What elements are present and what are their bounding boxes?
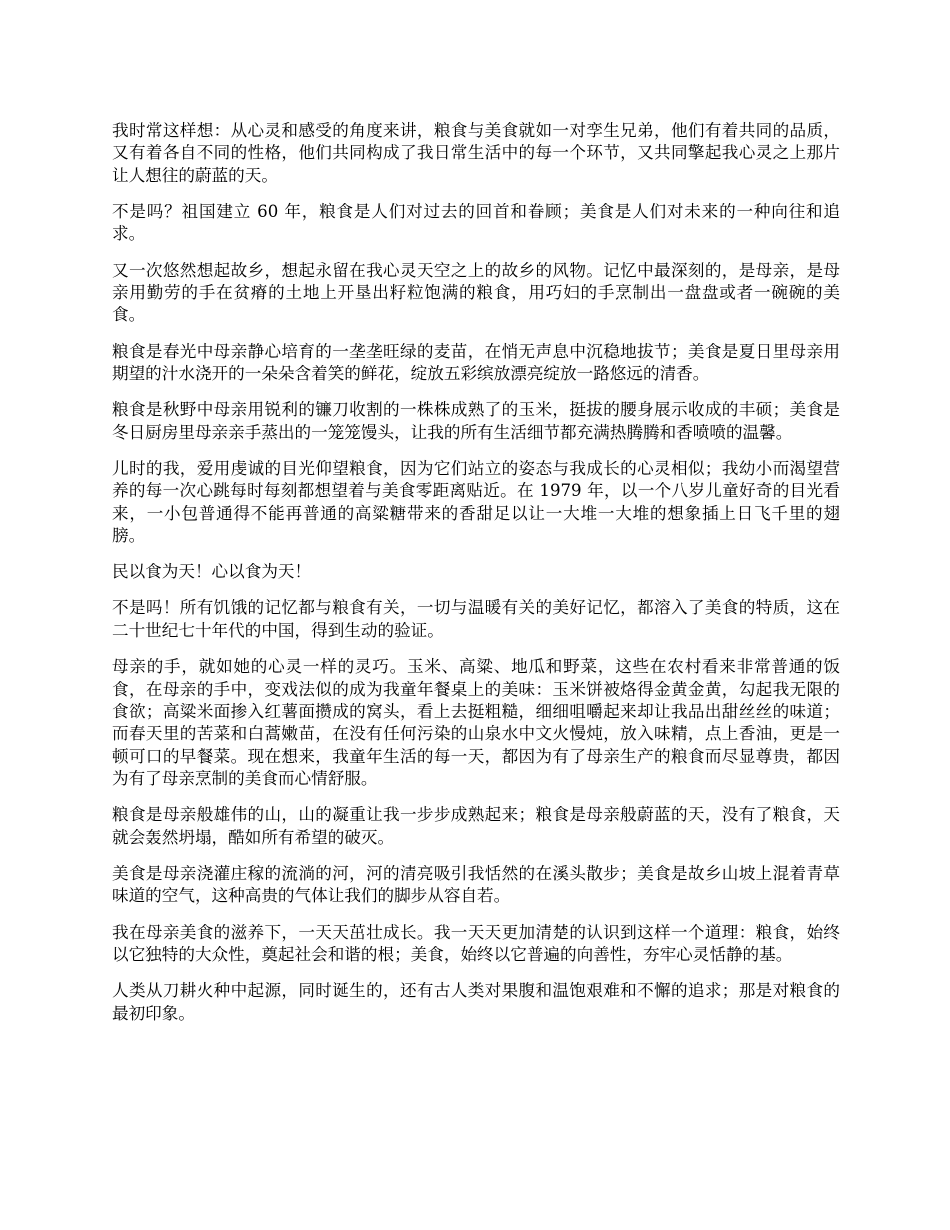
paragraph-3: 又一次悠然想起故乡，想起永留在我心灵天空之上的故乡的风物。记忆中最深刻的，是母亲，是母亲用勤劳的手在贫瘠的土地上开垦出籽粒饱满的粮食，用巧妇的手烹制出一盘盘或者一碗碗的美食。	[112, 260, 840, 325]
paragraph-11: 美食是母亲浇灌庄稼的流淌的河，河的清亮吸引我恬然的在溪头散步；美食是故乡山坡上混着青草味道的空气，这种高贵的气体让我们的脚步从容自若。	[112, 863, 840, 906]
document-page	[112, 120, 840, 1039]
paragraph-9: 母亲的手，就如她的心灵一样的灵巧。玉米、高粱、地瓜和野菜，这些在农村看来非常普通的饭食，在母亲的手中，变戏法似的成为我童年餐桌上的美味：玉米饼被烙得金黄金黄，勾起我无限的食欲；高粱米面掺入红薯面攒成的窝头，看上去挺粗糙，细细咀嚼起来却让我品出甜丝丝的味道；而春天里的苦菜和白蒿嫩苗，在没有任何污染的山泉水中文火慢炖，放入味精，点上香油，更是一顿可口的早餐菜。现在想来，我童年生活的每一天，都因为有了母亲生产的粮食而尽显尊贵，都因为有了母亲烹制的美食而心情舒服。	[112, 657, 840, 789]
paragraph-1: 我时常这样想：从心灵和感受的角度来讲，粮食与美食就如一对孪生兄弟，他们有着共同的品质，又有着各自不同的性格，他们共同构成了我日常生活中的每一个环节，又共同擎起我心灵之上那片让人想往的蔚蓝的天。	[112, 121, 840, 185]
paragraph-6: 儿时的我，爱用虔诚的目光仰望粮食，因为它们站立的姿态与我成长的心灵相似；我幼小而渴望营养的每一次心跳每时每刻都想望着与美食零距离贴近。在 1979 年，以一个八岁儿童好奇的目光看来，一小包普通得不能再普通的高粱糖带来的香甜足以让一大堆一大堆的想象插上日飞千里的翅膀。	[112, 458, 840, 546]
paragraph-12: 我在母亲美食的滋养下，一天天茁壮成长。我一天天更加清楚的认识到这样一个道理：粮食，始终以它独特的大众性，奠起社会和谐的根；美食，始终以它普遍的向善性，夯牢心灵恬静的基。	[112, 922, 840, 964]
paragraph-2: 不是吗？祖国建立 60 年，粮食是人们对过去的回首和眷顾；美食是人们对未来的一种向往和追求。	[112, 202, 840, 244]
paragraph-13: 人类从刀耕火种中起源，同时诞生的，还有古人类对果腹和温饱艰难和不懈的追求；那是对粮食的最初印象。	[112, 981, 840, 1023]
paragraph-7: 民以食为天！心以食为天！	[112, 562, 312, 582]
paragraph-5: 粮食是秋野中母亲用锐利的镰刀收割的一株株成熟了的玉米，挺拔的腰身展示收成的丰硕；美食是冬日厨房里母亲亲手蒸出的一笼笼馒头，让我的所有生活细节都充满热腾腾和香喷喷的温馨。	[112, 400, 840, 442]
paragraph-10: 粮食是母亲般雄伟的山，山的凝重让我一步步成熟起来；粮食是母亲般蔚蓝的天，没有了粮食，天就会轰然坍塌，酷如所有希望的破灭。	[112, 805, 840, 847]
paragraph-4: 粮食是春光中母亲静心培育的一垄垄旺绿的麦苗，在悄无声息中沉稳地拔节；美食是夏日里母亲用期望的汁水浇开的一朵朵含着笑的鲜花，绽放五彩缤放漂亮绽放一路悠远的清香。	[112, 341, 840, 384]
paragraph-8: 不是吗！所有饥饿的记忆都与粮食有关，一切与温暖有关的美好记忆，都溶入了美食的特质，这在二十世纪七十年代的中国，得到生动的验证。	[112, 598, 840, 640]
